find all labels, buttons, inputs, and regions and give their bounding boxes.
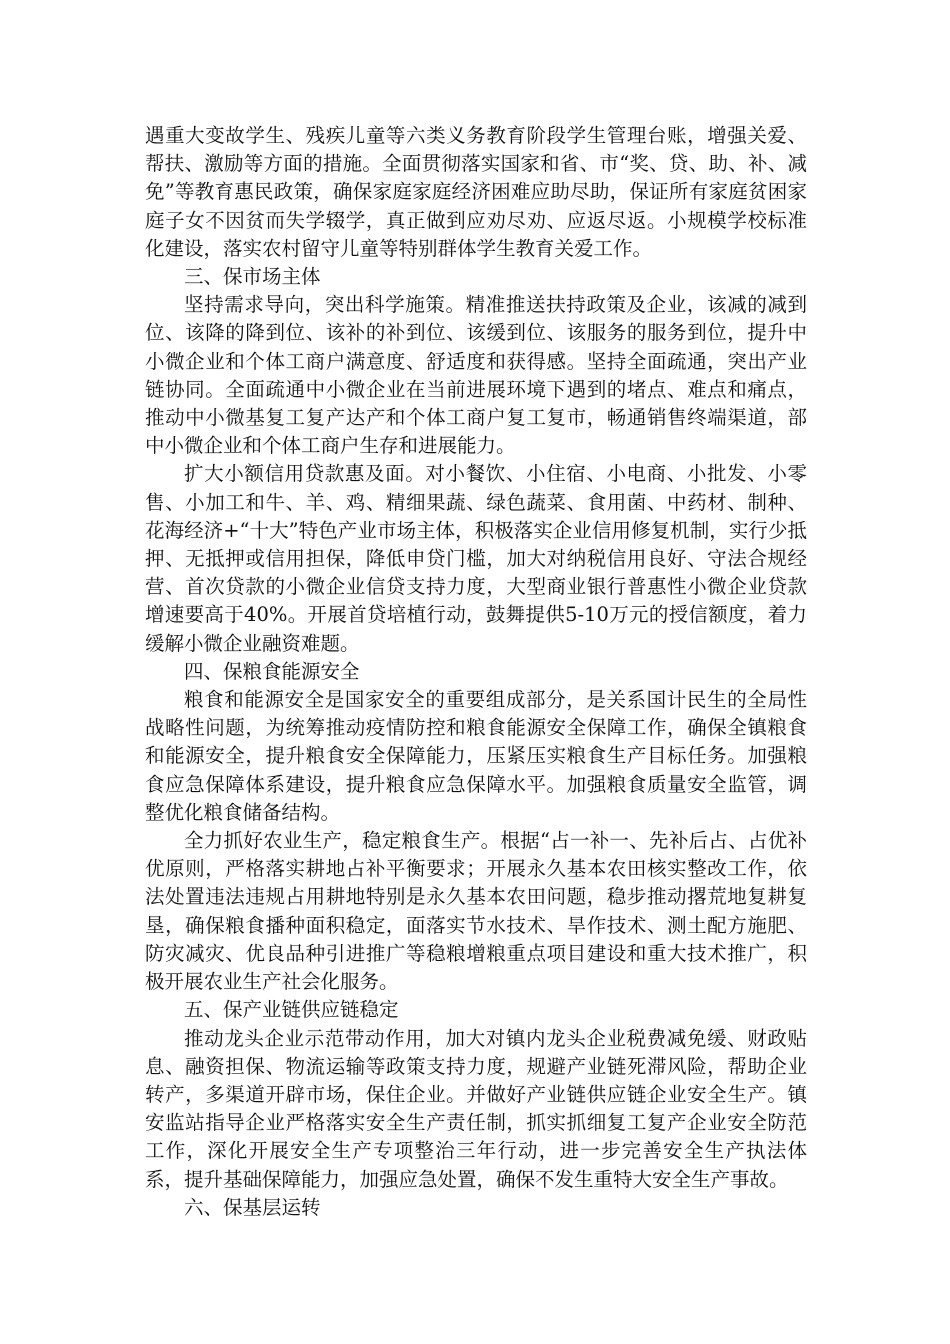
heading-grassroots-operation: 六、保基层运转 <box>184 1195 321 1219</box>
paragraph-demand-oriented: 坚持需求导向，突出科学施策。精准推送扶持政策及企业，该减的减到位、该降的降到位、该补的补到位、该缓到位、该服务的服务到位，提升中小微企业和个体工商户满意度、舒适度和获得感。坚持全面疏通，突出产业链协同。全面疏通中小微企业在当前进展环境下遇到的堵点、难点和痛点，推动中小微基复工复产达产和个体工商户复工复市，畅通销售终端渠道，部中小微企业和个体工商户生存和进展能力。 <box>145 293 807 458</box>
paragraph-food-energy-importance: 粮食和能源安全是国家安全的重要组成部分，是关系国计民生的全局性战略性问题，为统筹推动疫情防控和粮食能源安全保障工作，确保全镇粮食和能源安全，提升粮食安全保障能力，压紧压实粮食生产目标任务。加强粮食应急保障体系建设，提升粮食应急保障水平。加强粮食质量安全监管，调整优化粮食储备结构。 <box>145 688 807 824</box>
paragraph-leading-enterprises: 推动龙头企业示范带动作用，加大对镇内龙头企业税费减免缓、财政贴息、融资担保、物流运输等政策支持力度，规避产业链死滞风险，帮助企业转产，多渠道开辟市场，保住企业。并做好产业链供应链企业安全生产。镇安监站指导企业严格落实安全生产责任制，抓实抓细复工复产企业安全防范工作，深化开展安全生产专项整治三年行动，进一步完善安全生产执法体系，提升基础保障能力，加强应急处置，确保不发生重特大安全生产事故。 <box>145 1026 807 1191</box>
heading-market-entities: 三、保市场主体 <box>184 265 321 289</box>
document-body <box>145 122 807 1222</box>
paragraph-agricultural-production: 全力抓好农业生产，稳定粮食生产。根据“占一补一、先补后占、占优补优原则，严格落实耕地占补平衡要求；开展永久基本农田核实整改工作，依法处置违法违规占用耕地特别是永久基本农田问题，稳步推动撂荒地复耕复垦，确保粮食播种面积稳定，面落实节水技术、旱作技术、测土配方施肥、防灾减灾、优良品种引进推广等稳粮增粮重点项目建设和重大技术推广，积极开展农业生产社会化服务。 <box>145 829 807 994</box>
heading-food-energy-security: 四、保粮食能源安全 <box>184 659 360 683</box>
heading-supply-chain: 五、保产业链供应链稳定 <box>184 998 399 1022</box>
paragraph-microcredit: 扩大小额信用贷款惠及面。对小餐饮、小住宿、小电商、小批发、小零售、小加工和牛、羊、鸡、精细果蔬、绿色蔬菜、食用菌、中药材、制种、花海经济+“十大”特色产业市场主体，积极落实企业信用修复机制，实行少抵押、无抵押或信用担保，降低申贷门槛，加大对纳税信用良好、守法合规经营、首次贷款的小微企业信贷支持力度，大型商业银行普惠性小微企业贷款增速要高于40%。开展首贷培植行动，鼓舞提供5-10万元的授信额度，着力缓解小微企业融资难题。 <box>145 462 807 655</box>
paragraph-education-continuation: 遇重大变故学生、残疾儿童等六类义务教育阶段学生管理台账，增强关爱、帮扶、激励等方面的措施。全面贯彻落实国家和省、市“奖、贷、助、补、减免”等教育惠民政策，确保家庭家庭经济困难应助尽助，保证所有家庭贫困家庭子女不因贫而失学辍学，真正做到应劝尽劝、应返尽返。小规模学校标准化建设，落实农村留守儿童等特别群体学生教育关爱工作。 <box>145 124 807 260</box>
